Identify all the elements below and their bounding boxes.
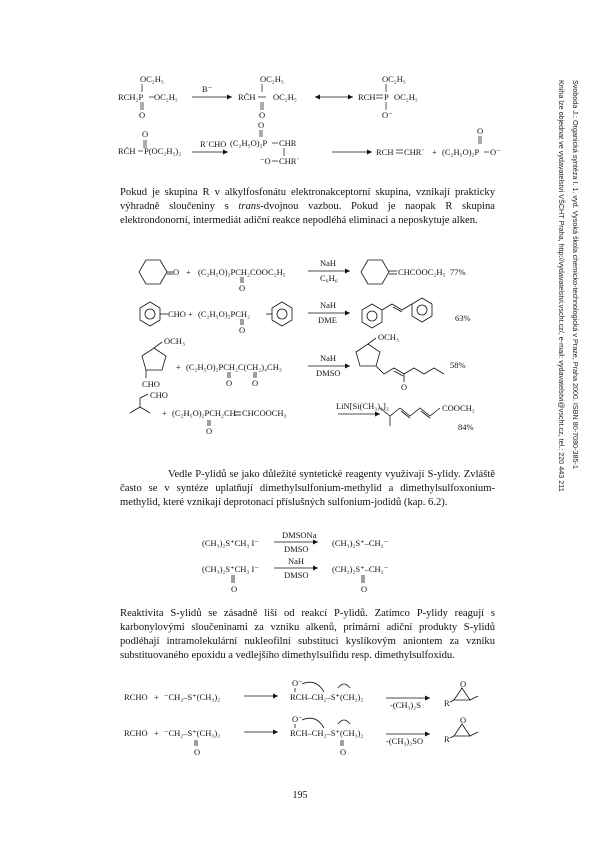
svg-text:+: + xyxy=(176,362,181,372)
svg-text:O⁻: O⁻ xyxy=(490,147,501,157)
r1-yield: 77% xyxy=(450,267,466,277)
svg-text:CHO: CHO xyxy=(168,309,186,319)
s2-left: RC̄H xyxy=(238,92,256,102)
svg-text:(C₂H₅O)₂P: (C₂H₅O)₂P xyxy=(442,147,480,157)
svg-text:CHO: CHO xyxy=(142,379,160,389)
svg-text:RCHO: RCHO xyxy=(124,692,148,702)
scheme-epoxide-formation xyxy=(118,678,498,758)
svg-text:RC̄H: RC̄H xyxy=(118,146,136,156)
svg-text:(C₂H₅O)₂PCH₂: (C₂H₅O)₂PCH₂ xyxy=(198,309,250,319)
page-number: 195 xyxy=(292,790,308,801)
svg-text:O: O xyxy=(477,126,484,136)
svg-text:+: + xyxy=(162,408,167,418)
s3-left: RCH xyxy=(358,92,376,102)
svg-text:⁻CH₂–S⁺(CH₃)₂: ⁻CH₂–S⁺(CH₃)₂ xyxy=(164,692,221,702)
r1-reagent: (C₂H₅O)₂PCH₂COOC₂H₅ xyxy=(198,267,286,277)
svg-text:(CH₃)₂S⁺CH₃ I⁻: (CH₃)₂S⁺CH₃ I⁻ xyxy=(202,538,259,548)
svg-text:(CH₃)₂S⁺–CH₂⁻: (CH₃)₂S⁺–CH₂⁻ xyxy=(332,538,389,548)
svg-text:O: O xyxy=(259,110,266,120)
svg-text:OCH₃: OCH₃ xyxy=(378,332,399,342)
svg-text:RCH–CH₂–S⁺(CH₃)₂: RCH–CH₂–S⁺(CH₃)₂ xyxy=(290,728,364,738)
citation-line-2: Kniha lze objednat ve vydavatelství VŠCHT Praha, http://vydavatelstvi.vscht.cz/, e-mail: vydavatelstvi@vscht.cz, tel.: 220 443 211 xyxy=(557,80,566,492)
svg-text:(CH₃)₂S⁺–CH₂⁻: (CH₃)₂S⁺–CH₂⁻ xyxy=(332,564,389,574)
r3-yield: 58% xyxy=(450,360,466,370)
svg-text:(C₂H₅O)₂PCH₂CH: (C₂H₅O)₂PCH₂CH xyxy=(172,408,236,418)
svg-text:NaH: NaH xyxy=(320,353,337,363)
svg-text:O: O xyxy=(226,378,233,388)
svg-text:+: + xyxy=(154,728,159,738)
svg-text:(C₂H₅O)₂PCH₂C(CH₂)₄CH₃: (C₂H₅O)₂PCH₂C(CH₂)₄CH₃ xyxy=(186,362,282,372)
svg-text:O: O xyxy=(401,382,408,392)
svg-text:RCH–CH₂–S⁺(CH₃)₂: RCH–CH₂–S⁺(CH₃)₂ xyxy=(290,692,364,702)
svg-text:OC₂H₅: OC₂H₅ xyxy=(260,74,284,84)
scheme-horner-examples xyxy=(110,248,510,438)
svg-text:O⁻: O⁻ xyxy=(292,714,303,724)
svg-text:O: O xyxy=(206,426,213,436)
svg-text:CHCOOC₂H₅: CHCOOC₂H₅ xyxy=(398,267,446,277)
svg-text:O: O xyxy=(239,283,246,293)
svg-text:R´CHO: R´CHO xyxy=(200,139,227,149)
paragraph-1: Pokud je skupina R v alkylfosfonátu elektronakceptorní skupina, vznikají prakticky výhradně sloučeniny s trans-dvojnou vazbou. Pokud je naopak R skupina elektrondonorní, intermediát adiční reakce nepodléhá eliminaci a neposkytuje alken. xyxy=(120,187,495,226)
svg-text:NaH: NaH xyxy=(320,258,337,268)
svg-text:O: O xyxy=(258,120,265,130)
svg-text:O: O xyxy=(460,679,467,689)
svg-text:CHCOOCH₃: CHCOOCH₃ xyxy=(242,408,287,418)
svg-text:O: O xyxy=(460,715,467,725)
svg-text:LiN[Si(CH₃)₃]₂: LiN[Si(CH₃)₃]₂ xyxy=(336,401,389,411)
s1-left: RCH₂P xyxy=(118,92,144,102)
svg-text:-(CH₃)₂S: -(CH₃)₂S xyxy=(390,700,421,710)
s1-o: O xyxy=(139,110,146,120)
svg-text:+: + xyxy=(188,309,193,319)
svg-text:O⁻: O⁻ xyxy=(292,678,303,688)
svg-text:+: + xyxy=(186,267,191,277)
s1-right: OC₂H₅ xyxy=(154,92,178,102)
svg-text:RCH: RCH xyxy=(376,147,394,157)
svg-text:O: O xyxy=(173,267,180,277)
svg-text:DMSO: DMSO xyxy=(316,368,341,378)
r4-yield: 84% xyxy=(458,422,474,432)
svg-text:OC₂H₅: OC₂H₅ xyxy=(394,92,418,102)
svg-text:DMSO: DMSO xyxy=(284,570,309,580)
svg-text:O⁻: O⁻ xyxy=(382,110,393,120)
citation-sidebar xyxy=(547,80,587,720)
svg-text:C₆H₆: C₆H₆ xyxy=(320,273,338,283)
svg-text:(CH₃)₂S⁺CH₃ I⁻: (CH₃)₂S⁺CH₃ I⁻ xyxy=(202,564,259,574)
svg-text:NaH: NaH xyxy=(288,556,305,566)
svg-text:⁻CH₂–S⁺(CH₃)₂: ⁻CH₂–S⁺(CH₃)₂ xyxy=(164,728,221,738)
scheme-phosphonate-ylide xyxy=(110,70,510,170)
svg-text:RCHO: RCHO xyxy=(124,728,148,738)
svg-text:OCH₃: OCH₃ xyxy=(164,336,185,346)
svg-text:COOCH₃: COOCH₃ xyxy=(442,403,475,413)
svg-text:P(OC₂H₅)₂: P(OC₂H₅)₂ xyxy=(144,146,182,156)
s1-base: B⁻ xyxy=(202,84,213,94)
svg-text:CHO: CHO xyxy=(150,390,168,400)
svg-text:R: R xyxy=(444,734,450,744)
svg-text:CHR´: CHR´ xyxy=(279,156,300,166)
svg-text:CHR: CHR xyxy=(279,138,297,148)
svg-text:O: O xyxy=(340,747,347,757)
svg-text:O: O xyxy=(239,325,246,335)
svg-text:P: P xyxy=(384,92,389,102)
svg-text:(C₂H₅O)₂P: (C₂H₅O)₂P xyxy=(230,138,268,148)
svg-text:⁻O: ⁻O xyxy=(260,156,271,166)
svg-text:NaH: NaH xyxy=(320,300,337,310)
citation-line-1: Svoboda J.: Organická syntéza I. 1. vyd. Vysoká škola chemicko-technologická v Praze, Praha 2000. ISBN 80-7080-385-1 xyxy=(571,80,580,469)
svg-text:+: + xyxy=(432,147,437,157)
svg-text:O: O xyxy=(361,584,368,594)
s1-oc2h5-top: OC₂H₅ xyxy=(140,74,164,84)
svg-text:+: + xyxy=(154,692,159,702)
paragraph-3: Reaktivita S-ylidů se zásadně liší od reakcí P-ylidů. Zatímco P-ylidy reagují s karbonylovými sloučeninami za vzniku alkenů, primární adiční produkty S-ylidů podléhají intramolekulární nukleofilní substituci kyslíkovým aniontem za vzniku substituovaného epoxidu a vedlejšího dimethylsulfidu resp. dimethylsulfoxidu. xyxy=(120,608,495,661)
svg-text:OC₂H₅: OC₂H₅ xyxy=(273,92,297,102)
svg-text:CHR´: CHR´ xyxy=(404,147,425,157)
svg-text:O: O xyxy=(142,129,149,139)
svg-text:O: O xyxy=(194,747,201,757)
svg-text:R: R xyxy=(444,698,450,708)
svg-text:-(CH₃)₂SO: -(CH₃)₂SO xyxy=(386,736,424,746)
svg-text:OC₂H₅: OC₂H₅ xyxy=(382,74,406,84)
paragraph-2: Vedle P-ylidů se jako důležité syntetické reagenty využívají S-ylidy. Zvláště často se v syntéze uplatňují dimethylsulfonium-methylid a dimethylsulfoxonium-methylid, které vznikají deprotonací příslušných sulfonium-jodidů (kap. 6.2). xyxy=(120,469,495,508)
svg-text:DME: DME xyxy=(318,315,337,325)
scheme-sulfur-ylides xyxy=(190,528,430,598)
svg-text:DMSONa: DMSONa xyxy=(282,530,317,540)
svg-text:O: O xyxy=(252,378,259,388)
svg-text:DMSO: DMSO xyxy=(284,544,309,554)
r2-yield: 63% xyxy=(455,313,471,323)
svg-text:O: O xyxy=(231,584,238,594)
